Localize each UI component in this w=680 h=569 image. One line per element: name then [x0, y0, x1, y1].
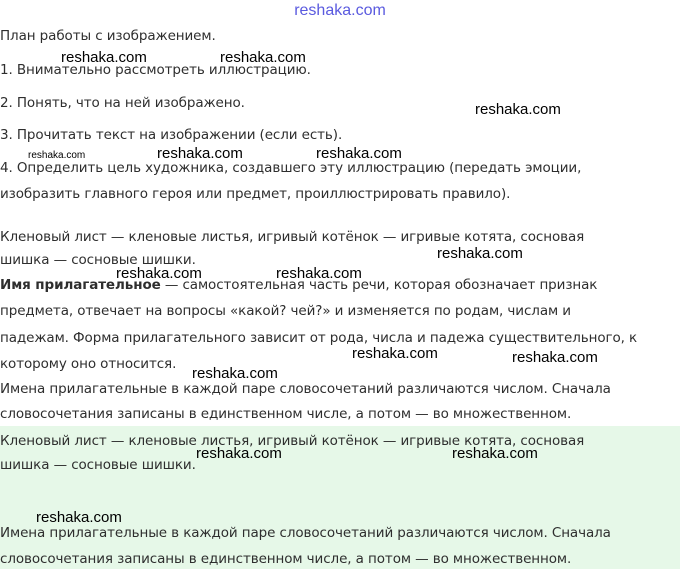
- watermark: reshaka.com: [116, 265, 202, 282]
- rule-line-rest: — самостоятельная часть речи, которая обозначает признак: [160, 277, 598, 293]
- watermark: reshaka.com: [316, 145, 402, 162]
- watermark: reshaka.com: [157, 145, 243, 162]
- watermark: reshaka.com: [220, 49, 306, 66]
- watermark: reshaka.com: [352, 345, 438, 362]
- page-header: [0, 0, 680, 22]
- rule-term: Имя прилагательное: [0, 277, 161, 293]
- rule-line: падежам. Форма прилагательного зависит от рода, числа и падежа существительного, к: [0, 330, 638, 346]
- plan-step: 2. Понять, что на ней изображено.: [0, 95, 245, 111]
- cut-off-line: [0, 208, 680, 216]
- watermark: reshaka.com: [475, 101, 561, 118]
- phrases-line: шишка — сосновые шишки.: [0, 252, 196, 268]
- rule-line: предмета, отвечает на вопросы «какой? чей?» и изменяется по родам, числам и: [0, 303, 571, 319]
- rule-line: которому оно относится.: [0, 356, 177, 372]
- conclusion-line: словосочетания записаны в единственном числе, а потом — во множественном.: [0, 406, 572, 422]
- site-link[interactable]: reshaka.com: [294, 2, 386, 19]
- watermark: reshaka.com: [437, 245, 523, 262]
- plan-step: 3. Прочитать текст на изображении (если есть).: [0, 127, 343, 143]
- answer-phrases-line: шишка — сосновые шишки.: [0, 457, 196, 473]
- plan-step: 1. Внимательно рассмотреть иллюстрацию.: [0, 62, 311, 78]
- watermark: reshaka.com: [61, 49, 147, 66]
- watermark: reshaka.com: [192, 365, 278, 382]
- watermark: reshaka.com: [512, 349, 598, 366]
- answer-conclusion-line: словосочетания записаны в единственном числе, а потом — во множественном.: [0, 551, 572, 567]
- watermark: reshaka.com: [36, 509, 122, 526]
- watermark: reshaka.com: [28, 150, 86, 161]
- phrases-line: Кленовый лист — кленовые листья, игривый котёнок — игривые котята, сосновая: [0, 229, 585, 245]
- watermark: reshaka.com: [452, 445, 538, 462]
- answer-box: [0, 426, 680, 569]
- conclusion-line: Имена прилагательные в каждой паре словосочетаний различаются числом. Сначала: [0, 381, 611, 397]
- plan-title: План работы с изображением.: [0, 28, 216, 44]
- plan-step-continuation: изобразить главного героя или предмет, проиллюстрировать правило).: [0, 186, 511, 202]
- watermark: reshaka.com: [276, 265, 362, 282]
- answer-conclusion-line: Имена прилагательные в каждой паре словосочетаний различаются числом. Сначала: [0, 525, 611, 541]
- watermark: reshaka.com: [196, 445, 282, 462]
- answer-phrases-line: Кленовый лист — кленовые листья, игривый котёнок — игривые котята, сосновая: [0, 433, 585, 449]
- plan-step: 4. Определить цель художника, создавшего эту иллюстрацию (передать эмоции,: [0, 160, 582, 176]
